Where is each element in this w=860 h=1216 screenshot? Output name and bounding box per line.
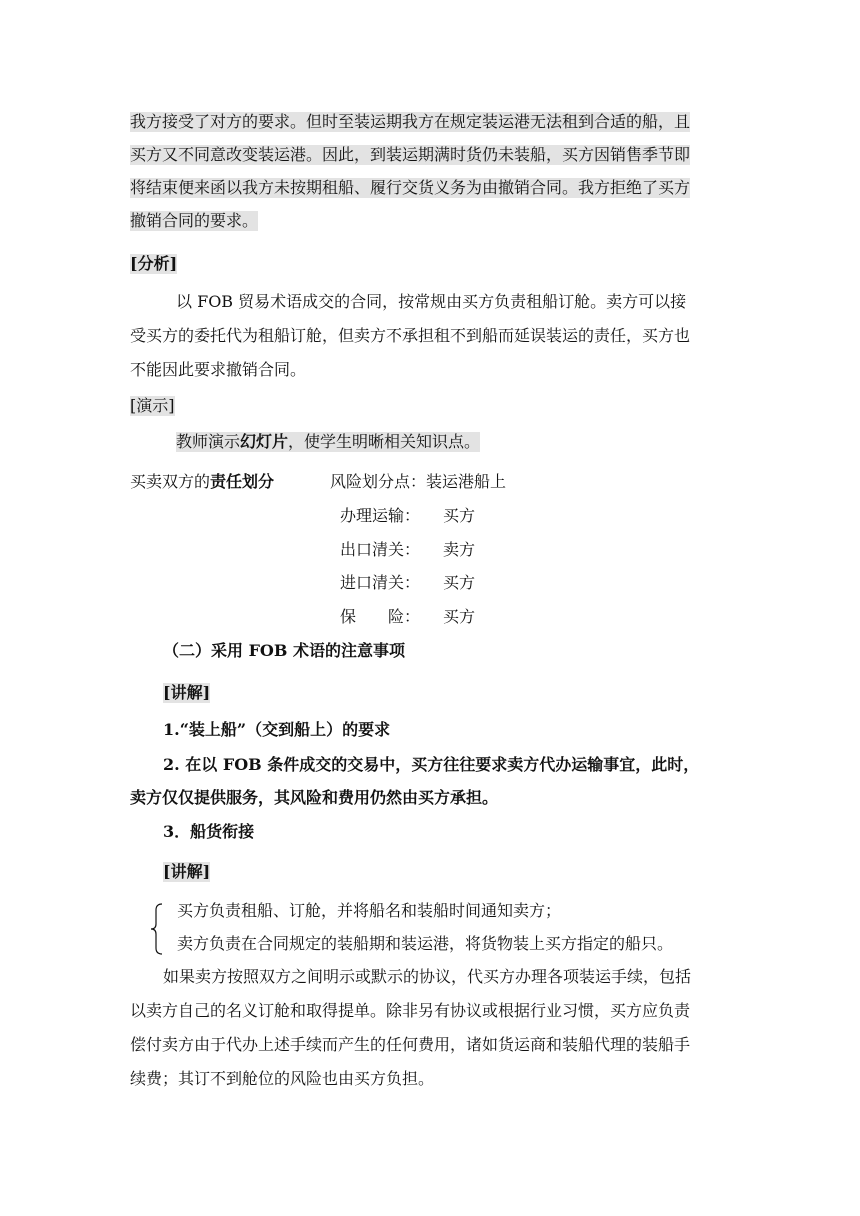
analysis-line-2: 受买方的委托代为租船订舱，但卖方不承担租不到船而延误装运的责任，买方也	[130, 326, 691, 345]
case-line-4: 撤销合同的要求。	[130, 211, 259, 230]
resp-party: 卖方	[443, 540, 476, 559]
bracket-item-2: 卖方负责在合同规定的装船期和装运港，将货物装上买方指定的船只。	[177, 934, 674, 953]
curly-brace-icon	[150, 902, 172, 956]
case-line-3: 将结束便来函以我方未按期租船、履行交货义务为由撤销合同。我方拒绝了买方	[130, 178, 691, 197]
resp-party: 买方	[443, 573, 476, 592]
analysis-tag: [分析]	[130, 254, 178, 273]
demo-text-bold: 幻灯片	[240, 432, 289, 451]
resp-party: 买方	[443, 506, 476, 525]
responsibility-label	[130, 472, 274, 492]
point-2-line-1: 2. 在以 FOB 条件成交的交易中，买方往往要求卖方代办运输事宜，此时，	[163, 755, 700, 774]
section-heading: （二）采用 FOB 术语的注意事项	[163, 641, 405, 660]
resp-item: 出口清关：	[340, 540, 421, 559]
case-line-1: 我方接受了对方的要求。但时至装运期我方在规定装运港无法租到合适的船，且	[130, 112, 691, 131]
responsibility-label-prefix: 买卖双方的	[130, 472, 211, 491]
resp-item: 进口清关：	[340, 573, 421, 592]
resp-item: 办理运输：	[340, 506, 421, 525]
analysis-line-1: 以 FOB 贸易术语成交的合同，按常规由买方负责租船订舱。卖方可以接	[176, 292, 687, 311]
resp-item: 保 险：	[340, 607, 421, 626]
point-2-line-2: 卖方仅仅提供服务，其风险和费用仍然由买方承担。	[130, 788, 499, 807]
final-line-1: 如果卖方按照双方之间明示或默示的协议，代买方办理各项装运手续，包括	[163, 967, 692, 986]
explain-tag: [讲解]	[163, 683, 211, 702]
risk-point: 风险划分点：装运港船上	[330, 472, 507, 491]
point-3: 3．船货衔接	[163, 822, 255, 841]
analysis-line-3: 不能因此要求撤销合同。	[130, 360, 307, 379]
demo-text	[176, 432, 480, 452]
explain-tag-2: [讲解]	[163, 862, 211, 881]
case-line-2: 买方又不同意改变装运港。因此，到装运期满时货仍未装船，买方因销售季节即	[130, 145, 691, 164]
responsibility-label-bold: 责任划分	[210, 472, 275, 491]
final-line-2: 以卖方自己的名义订舱和取得提单。除非另有协议或根据行业习惯，买方应负责	[130, 1001, 691, 1020]
point-1: 1.“装上船”（交到船上）的要求	[163, 720, 391, 739]
resp-party: 买方	[443, 607, 476, 626]
demo-text-before: 教师演示	[176, 432, 241, 451]
demo-text-after: ，使学生明晰相关知识点。	[288, 432, 481, 451]
final-line-3: 偿付卖方由于代办上述手续而产生的任何费用，诸如货运商和装船代理的装船手	[130, 1035, 691, 1054]
demo-tag: [演示]	[130, 396, 175, 415]
final-line-4: 续费；其订不到舱位的风险也由买方负担。	[130, 1069, 435, 1088]
bracket-item-1: 买方负责租船、订舱，并将船名和装船时间通知卖方；	[177, 901, 562, 920]
